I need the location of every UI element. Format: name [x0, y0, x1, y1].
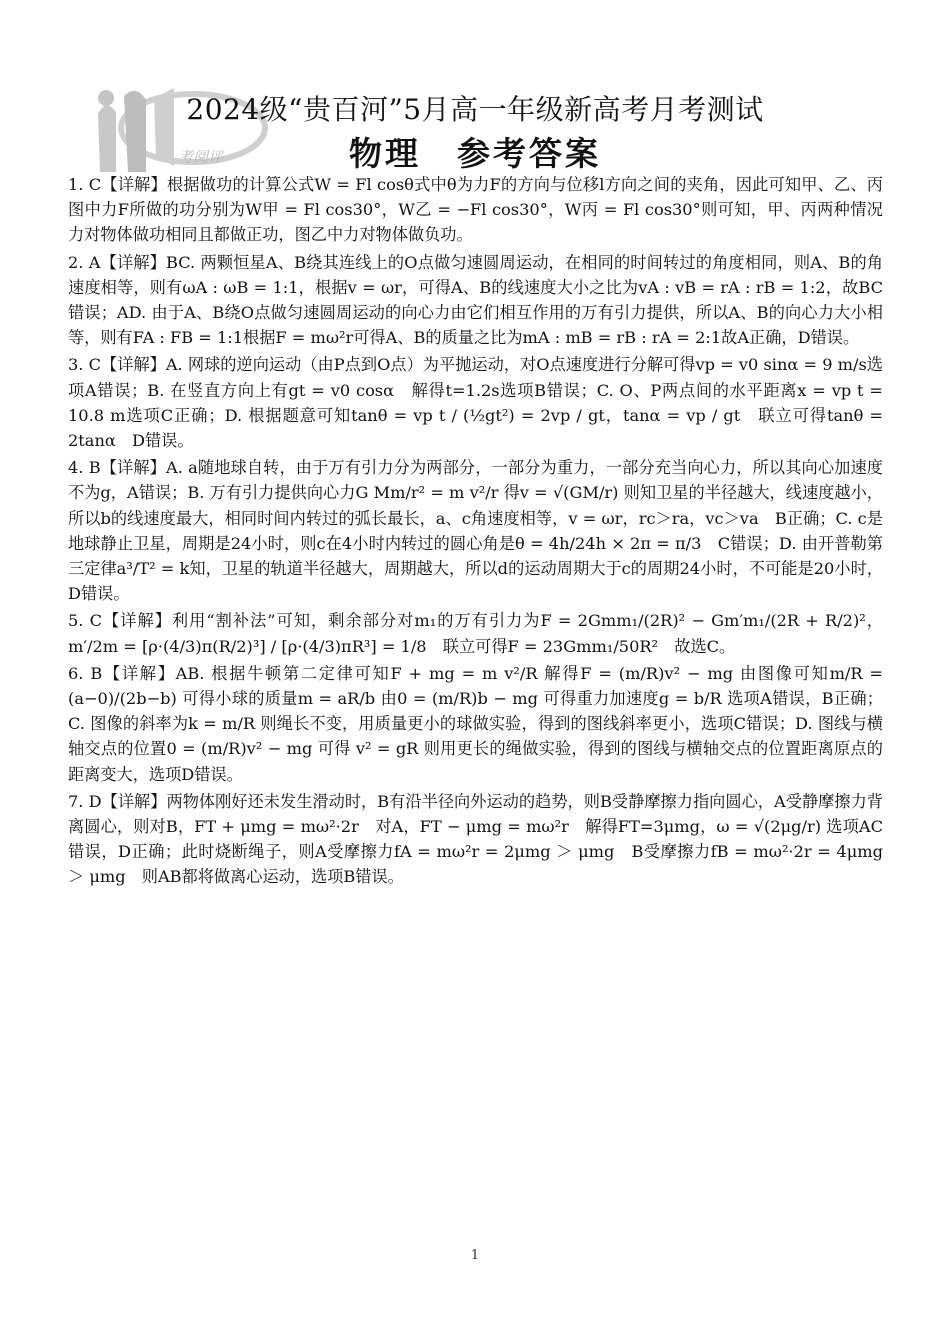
answer-2: 2. A【详解】BC. 两颗恒星A、B绕其连线上的O点做匀速圆周运动，在相同的时间转过的角度相同，则A、B的角速度相等，则有ωA : ωB = 1:1，根据v = ωr，可得A、B的线速度大小之比为vA : vB = rA : rB = 1:2，故BC错误；AD. 由于A、B绕O点做匀速圆周运动的向心力由它们相互作用的万有引力提供，所以A、B的向心力大小相等，则有FA : FB = 1:1根据F = mω²r可得A、B的质量之比为mA : mB = rB : rA = 2:1故A正确，D错误。 [68, 252, 883, 348]
answer-3: 3. C【详解】A. 网球的逆向运动（由P点到O点）为平抛运动，对O点速度进行分解可得vp = v0 sinα = 9 m/s选项A错误；B. 在竖直方向上有gt = v0 cosα 解得t=1.2s选项B错误；C. O、P两点间的水平距离x = vp t = 10.8 m选项C正确；D. 根据题意可知tanθ = vp t / (½gt²) = 2vp / gt，tanα = vp / gt 联立可得tanθ = 2tanα D错误。 [68, 355, 883, 451]
answer-1: 1. C【详解】根据做功的计算公式W = Fl cosθ式中θ为力F的方向与位移l方向之间的夹角，因此可知甲、乙、丙图中力F所做的功分别为W甲 = Fl cos30°，W乙 = −Fl cos30°，W丙 = Fl cos30°则可知，甲、丙两种情况力对物体做功相同且都做正功，图乙中力对物体做负功。 [68, 175, 883, 245]
page-title: 2024级“贵百河”5月高一年级新高考月考测试 [186, 93, 764, 126]
logo-text: 考阅评 [178, 148, 224, 166]
answer-7: 7. D【详解】两物体刚好还未发生滑动时，B有沿半径向外运动的趋势，则B受静摩擦力指向圆心，A受静摩擦力背离圆心，则对B，FT + μmg = mω²·2r 对A，FT − μmg = mω²r 解得FT=3μmg，ω = √(2μg/r) 选项AC错误，D正确；此时烧断绳子，则A受摩擦力fA = mω²r = 2μmg ＞ μmg B受摩擦力fB = mω²·2r = 4μmg ＞ μmg 则AB都将做离心运动，选项B错误。 [68, 791, 883, 887]
answer-list [68, 172, 883, 892]
answer-6: 6. B【详解】AB. 根据牛顿第二定律可知F + mg = m v²/R 解得F = (m/R)v² − mg 由图像可知m/R = (a−0)/(2b−b) 可得小球的质量m = aR/b 由0 = (m/R)b − mg 可得重力加速度g = b/R 选项A错误，B正确；C. 图像的斜率为k = m/R 则绳长不变，用质量更小的球做实验，得到的图线斜率更小，选项C错误；D. 图线与横轴交点的位置0 = (m/R)v² − mg 可得 v² = gR 则用更长的绳做实验，得到的图线与横轴交点的位置距离原点的距离变大，选项D错误。 [68, 663, 883, 784]
page-subtitle: 物理 参考答案 [349, 134, 601, 173]
answer-5: 5. C【详解】利用“割补法”可知，剩余部分对m₁的万有引力为F = 2Gmm₁/(2R)² − Gm′m₁/(2R + R/2)²，m′/2m = [ρ·(4/3)π(R/2)³] / [ρ·(4/3)πR³] = 1/8 联立可得F = 23Gmm₁/50R² 故选C。 [68, 611, 883, 656]
page-number: 1 [470, 1248, 480, 1263]
answer-4: 4. B【详解】A. a随地球自转，由于万有引力分为两部分，一部分为重力，一部分充当向心力，所以其向心加速度不为g，A错误；B. 万有引力提供向心力G Mm/r² = m v²/r 得v = √(GM/r) 则知卫星的半径越大，线速度越小，所以b的线速度最大，相同时间内转过的弧长最长，a、c角速度相等，v = ωr，rc＞ra，vc＞va B正确；C. c是地球静止卫星，周期是24小时，则c在4小时内转过的圆心角是θ = 4h/24h × 2π = π/3 C错误；D. 由开普勒第三定律a³/T² = k知，卫星的轨道半径越大，周期越大，所以d的运动周期大于c的周期24小时，不可能是20小时，D错误。 [68, 458, 883, 604]
